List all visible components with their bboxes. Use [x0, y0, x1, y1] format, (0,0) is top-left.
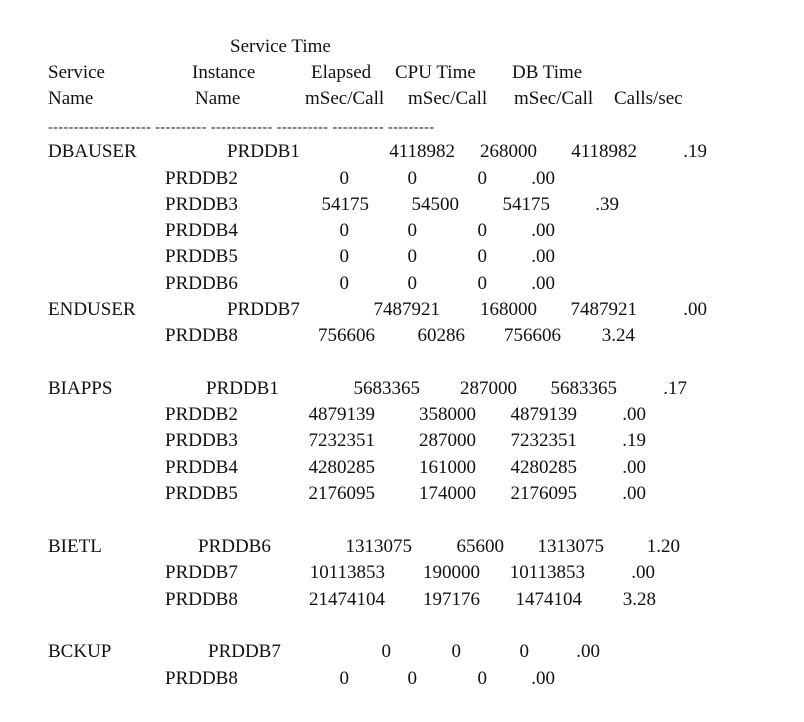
separator-line: -------------------- ---------- ------------ ---------- ---------- ---------	[48, 120, 435, 135]
elapsed-cell: 4118982	[389, 141, 455, 162]
header-db-unit: mSec/Call	[514, 88, 594, 109]
db-time-cell: 1474104	[515, 589, 582, 610]
cpu-time-cell: 358000	[419, 404, 476, 425]
db-time-cell: 0	[477, 220, 487, 241]
service-name-cell: BIETL	[48, 536, 102, 557]
instance-name-cell: PRDDB6	[165, 273, 238, 294]
header-cpu-unit: mSec/Call	[408, 88, 488, 109]
cpu-time-cell: 65600	[456, 536, 504, 557]
calls-sec-cell: .19	[622, 430, 646, 451]
db-time-cell: 4280285	[510, 457, 577, 478]
calls-sec-cell: .17	[663, 378, 687, 399]
header-instance-name: Name	[195, 88, 241, 109]
calls-sec-cell: .00	[531, 220, 555, 241]
elapsed-cell: 4879139	[308, 404, 375, 425]
elapsed-cell: 0	[339, 273, 349, 294]
instance-name-cell: PRDDB7	[208, 641, 281, 662]
instance-name-cell: PRDDB5	[165, 483, 238, 504]
instance-name-cell: PRDDB7	[227, 299, 300, 320]
calls-sec-cell: .00	[622, 404, 646, 425]
db-time-cell: 7232351	[510, 430, 577, 451]
cpu-time-cell: 168000	[480, 299, 537, 320]
elapsed-cell: 5683365	[353, 378, 420, 399]
elapsed-cell: 756606	[318, 325, 375, 346]
cpu-time-cell: 54500	[411, 194, 459, 215]
instance-name-cell: PRDDB4	[165, 457, 238, 478]
instance-name-cell: PRDDB4	[165, 220, 238, 241]
instance-name-cell: PRDDB2	[165, 168, 238, 189]
elapsed-cell: 0	[339, 168, 349, 189]
calls-sec-cell: .00	[683, 299, 707, 320]
cpu-time-cell: 0	[407, 668, 417, 689]
elapsed-cell: 0	[381, 641, 391, 662]
db-time-cell: 1313075	[537, 536, 604, 557]
header-elapsed-unit: mSec/Call	[305, 88, 385, 109]
cpu-time-cell: 0	[407, 168, 417, 189]
instance-name-cell: PRDDB8	[165, 668, 238, 689]
elapsed-cell: 0	[339, 668, 349, 689]
elapsed-cell: 1313075	[345, 536, 412, 557]
cpu-time-cell: 174000	[419, 483, 476, 504]
service-name-cell: BIAPPS	[48, 378, 113, 399]
db-time-cell: 7487921	[570, 299, 637, 320]
calls-sec-cell: 1.20	[646, 536, 680, 557]
instance-name-cell: PRDDB3	[165, 430, 238, 451]
db-time-cell: 0	[519, 641, 529, 662]
instance-name-cell: PRDDB8	[165, 589, 238, 610]
instance-name-cell: PRDDB5	[165, 246, 238, 267]
db-time-cell: 0	[477, 168, 487, 189]
cpu-time-cell: 190000	[423, 562, 480, 583]
calls-sec-cell: .00	[631, 562, 655, 583]
instance-name-cell: PRDDB7	[165, 562, 238, 583]
instance-name-cell: PRDDB6	[198, 536, 271, 557]
db-time-cell: 756606	[504, 325, 561, 346]
service-name-cell: ENDUSER	[48, 299, 136, 320]
db-time-cell: 0	[477, 246, 487, 267]
calls-sec-cell: .00	[531, 668, 555, 689]
calls-sec-cell: .00	[622, 483, 646, 504]
db-time-cell: 5683365	[550, 378, 617, 399]
header-elapsed: Elapsed	[311, 62, 372, 83]
header-instance: Instance	[192, 62, 256, 83]
header-service-name: Name	[48, 88, 94, 109]
instance-name-cell: PRDDB3	[165, 194, 238, 215]
cpu-time-cell: 0	[451, 641, 461, 662]
instance-name-cell: PRDDB1	[227, 141, 300, 162]
db-time-cell: 54175	[502, 194, 550, 215]
calls-sec-cell: .00	[531, 273, 555, 294]
calls-sec-cell: .00	[622, 457, 646, 478]
elapsed-cell: 10113853	[309, 562, 385, 583]
cpu-time-cell: 0	[407, 220, 417, 241]
db-time-cell: 2176095	[510, 483, 577, 504]
cpu-time-cell: 268000	[480, 141, 537, 162]
calls-sec-cell: .39	[595, 194, 619, 215]
calls-sec-cell: .00	[576, 641, 600, 662]
header-calls-sec: Calls/sec	[614, 88, 683, 109]
header-cpu-time: CPU Time	[395, 62, 476, 83]
elapsed-cell: 54175	[321, 194, 369, 215]
db-time-cell: 0	[477, 273, 487, 294]
cpu-time-cell: 0	[407, 273, 417, 294]
elapsed-cell: 4280285	[308, 457, 375, 478]
instance-name-cell: PRDDB1	[206, 378, 279, 399]
cpu-time-cell: 0	[407, 246, 417, 267]
cpu-time-cell: 60286	[417, 325, 465, 346]
header-db-time: DB Time	[512, 62, 583, 83]
cpu-time-cell: 161000	[419, 457, 476, 478]
calls-sec-cell: .19	[683, 141, 707, 162]
service-name-cell: BCKUP	[48, 641, 112, 662]
service-name-cell: DBAUSER	[48, 141, 137, 162]
instance-name-cell: PRDDB2	[165, 404, 238, 425]
header-service-time: Service Time	[230, 36, 331, 57]
calls-sec-cell: 3.28	[622, 589, 656, 610]
calls-sec-cell: .00	[531, 168, 555, 189]
instance-name-cell: PRDDB8	[165, 325, 238, 346]
elapsed-cell: 21474104	[309, 589, 385, 610]
header-service: Service	[48, 62, 105, 83]
db-time-cell: 4879139	[510, 404, 577, 425]
cpu-time-cell: 287000	[419, 430, 476, 451]
cpu-time-cell: 287000	[460, 378, 517, 399]
elapsed-cell: 0	[339, 246, 349, 267]
db-time-cell: 4118982	[571, 141, 637, 162]
calls-sec-cell: 3.24	[601, 325, 635, 346]
calls-sec-cell: .00	[531, 246, 555, 267]
db-time-cell: 0	[477, 668, 487, 689]
db-time-cell: 10113853	[509, 562, 585, 583]
elapsed-cell: 2176095	[308, 483, 375, 504]
elapsed-cell: 7487921	[373, 299, 440, 320]
elapsed-cell: 7232351	[308, 430, 375, 451]
elapsed-cell: 0	[339, 220, 349, 241]
cpu-time-cell: 197176	[423, 589, 480, 610]
